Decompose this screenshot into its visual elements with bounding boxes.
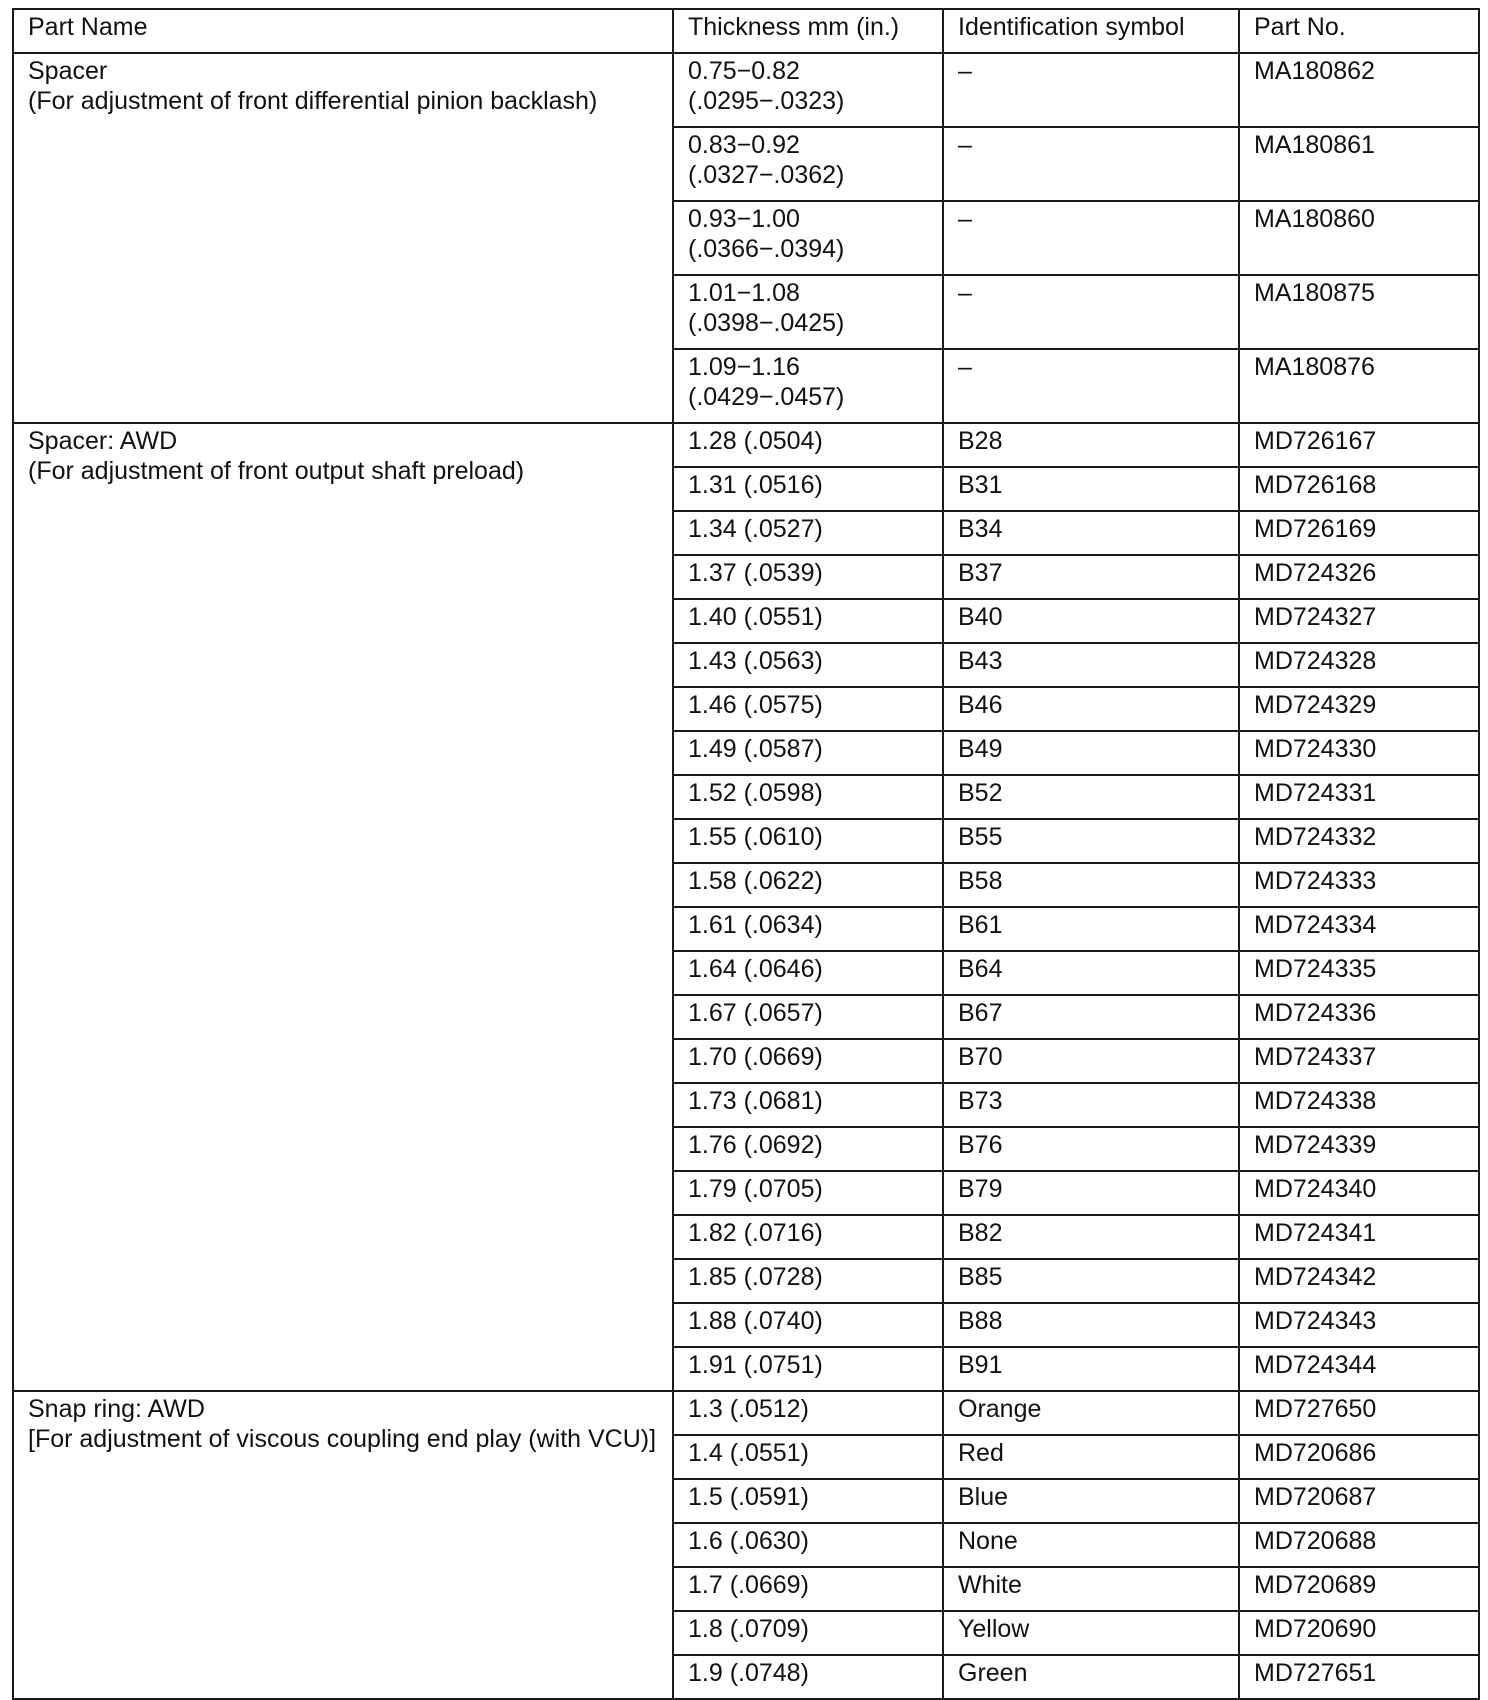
identification-symbol-cell: – bbox=[943, 53, 1239, 127]
thickness-value: 1.46 (.0575) bbox=[688, 691, 823, 719]
part-number-cell: MD724338 bbox=[1239, 1083, 1479, 1127]
identification-symbol-cell: Red bbox=[943, 1435, 1239, 1479]
part-number-cell: MD724344 bbox=[1239, 1347, 1479, 1391]
header-thickness: Thickness mm (in.) bbox=[673, 9, 943, 53]
thickness-cell bbox=[673, 995, 943, 1039]
part-number-cell: MD720690 bbox=[1239, 1611, 1479, 1655]
thickness-value: 1.4 (.0551) bbox=[688, 1439, 809, 1467]
part-number-cell: MD724336 bbox=[1239, 995, 1479, 1039]
thickness-value: 1.31 (.0516) bbox=[688, 471, 823, 499]
identification-symbol-cell: B58 bbox=[943, 863, 1239, 907]
thickness-value: 1.58 (.0622) bbox=[688, 867, 823, 895]
part-number-cell: MD724328 bbox=[1239, 643, 1479, 687]
part-number-cell: MD724339 bbox=[1239, 1127, 1479, 1171]
part-number-cell: MD720689 bbox=[1239, 1567, 1479, 1611]
identification-symbol-cell: B37 bbox=[943, 555, 1239, 599]
thickness-value: 1.61 (.0634) bbox=[688, 911, 823, 939]
identification-symbol-cell: None bbox=[943, 1523, 1239, 1567]
identification-symbol-cell: – bbox=[943, 201, 1239, 275]
identification-symbol-cell: B88 bbox=[943, 1303, 1239, 1347]
part-number-cell: MD726167 bbox=[1239, 423, 1479, 467]
part-number-cell: MD724343 bbox=[1239, 1303, 1479, 1347]
thickness-inches: (.0295−.0323) bbox=[688, 87, 845, 115]
thickness-value: 1.49 (.0587) bbox=[688, 735, 823, 763]
part-number-cell: MD724337 bbox=[1239, 1039, 1479, 1083]
thickness-value: 1.3 (.0512) bbox=[688, 1395, 809, 1423]
part-number-cell: MD724333 bbox=[1239, 863, 1479, 907]
thickness-cell bbox=[673, 467, 943, 511]
thickness-cell bbox=[673, 555, 943, 599]
header-part-no: Part No. bbox=[1239, 9, 1479, 53]
identification-symbol-cell: B31 bbox=[943, 467, 1239, 511]
part-number-cell: MD724340 bbox=[1239, 1171, 1479, 1215]
part-name: Spacer bbox=[28, 57, 108, 85]
part-number-cell: MD726169 bbox=[1239, 511, 1479, 555]
thickness-cell bbox=[673, 1171, 943, 1215]
part-number-cell: MA180860 bbox=[1239, 201, 1479, 275]
thickness-cell bbox=[673, 1127, 943, 1171]
identification-symbol-cell: B67 bbox=[943, 995, 1239, 1039]
identification-symbol-cell: B70 bbox=[943, 1039, 1239, 1083]
part-number-cell: MD720686 bbox=[1239, 1435, 1479, 1479]
part-number-cell: MD724341 bbox=[1239, 1215, 1479, 1259]
thickness-value: 1.79 (.0705) bbox=[688, 1175, 823, 1203]
thickness-cell bbox=[673, 1347, 943, 1391]
thickness-value: 1.85 (.0728) bbox=[688, 1263, 823, 1291]
identification-symbol-cell: B40 bbox=[943, 599, 1239, 643]
thickness-cell bbox=[673, 599, 943, 643]
identification-symbol-cell: – bbox=[943, 349, 1239, 423]
part-number-cell: MD724332 bbox=[1239, 819, 1479, 863]
identification-symbol-cell: B28 bbox=[943, 423, 1239, 467]
thickness-value: 1.73 (.0681) bbox=[688, 1087, 823, 1115]
part-number-cell: MA180861 bbox=[1239, 127, 1479, 201]
thickness-cell bbox=[673, 1391, 943, 1435]
identification-symbol-cell: B52 bbox=[943, 775, 1239, 819]
identification-symbol-cell: B34 bbox=[943, 511, 1239, 555]
part-number-cell: MD720688 bbox=[1239, 1523, 1479, 1567]
header-part-name: Part Name bbox=[13, 9, 673, 53]
thickness-cell bbox=[673, 423, 943, 467]
thickness-cell bbox=[673, 1479, 943, 1523]
header-identification-symbol: Identification symbol bbox=[943, 9, 1239, 53]
thickness-value: 1.88 (.0740) bbox=[688, 1307, 823, 1335]
part-number-cell: MD724327 bbox=[1239, 599, 1479, 643]
identification-symbol-cell: B73 bbox=[943, 1083, 1239, 1127]
part-number-cell: MA180876 bbox=[1239, 349, 1479, 423]
part-purpose-note: (For adjustment of front output shaft preload) bbox=[28, 457, 525, 485]
table-row bbox=[13, 423, 1479, 467]
thickness-value: 1.43 (.0563) bbox=[688, 647, 823, 675]
thickness-cell bbox=[673, 643, 943, 687]
thickness-value: 1.64 (.0646) bbox=[688, 955, 823, 983]
thickness-value: 1.09−1.16 bbox=[688, 353, 800, 381]
thickness-cell bbox=[673, 731, 943, 775]
thickness-cell bbox=[673, 127, 943, 201]
part-number-cell: MD724335 bbox=[1239, 951, 1479, 995]
identification-symbol-cell: B79 bbox=[943, 1171, 1239, 1215]
identification-symbol-cell: Blue bbox=[943, 1479, 1239, 1523]
thickness-cell bbox=[673, 53, 943, 127]
thickness-cell bbox=[673, 1083, 943, 1127]
identification-symbol-cell: B46 bbox=[943, 687, 1239, 731]
thickness-cell bbox=[673, 511, 943, 555]
thickness-cell bbox=[673, 1259, 943, 1303]
identification-symbol-cell: B82 bbox=[943, 1215, 1239, 1259]
thickness-cell bbox=[673, 1567, 943, 1611]
thickness-value: 1.40 (.0551) bbox=[688, 603, 823, 631]
thickness-cell bbox=[673, 863, 943, 907]
part-number-cell: MA180862 bbox=[1239, 53, 1479, 127]
part-name-cell bbox=[13, 53, 673, 423]
identification-symbol-cell: B76 bbox=[943, 1127, 1239, 1171]
thickness-cell bbox=[673, 1303, 943, 1347]
part-number-cell: MA180875 bbox=[1239, 275, 1479, 349]
identification-symbol-cell: Orange bbox=[943, 1391, 1239, 1435]
thickness-value: 1.82 (.0716) bbox=[688, 1219, 823, 1247]
thickness-value: 1.28 (.0504) bbox=[688, 427, 823, 455]
thickness-cell bbox=[673, 1039, 943, 1083]
parts-table bbox=[12, 8, 1480, 1700]
identification-symbol-cell: B64 bbox=[943, 951, 1239, 995]
part-name: Snap ring: AWD bbox=[28, 1395, 205, 1423]
identification-symbol-cell: – bbox=[943, 275, 1239, 349]
part-number-cell: MD720687 bbox=[1239, 1479, 1479, 1523]
thickness-cell bbox=[673, 775, 943, 819]
thickness-value: 1.70 (.0669) bbox=[688, 1043, 823, 1071]
part-number-cell: MD727651 bbox=[1239, 1655, 1479, 1699]
part-number-cell: MD726168 bbox=[1239, 467, 1479, 511]
thickness-inches: (.0327−.0362) bbox=[688, 161, 845, 189]
part-number-cell: MD724329 bbox=[1239, 687, 1479, 731]
thickness-value: 1.8 (.0709) bbox=[688, 1615, 809, 1643]
part-number-cell: MD724334 bbox=[1239, 907, 1479, 951]
thickness-value: 1.5 (.0591) bbox=[688, 1483, 809, 1511]
thickness-cell bbox=[673, 1655, 943, 1699]
thickness-cell bbox=[673, 349, 943, 423]
thickness-inches: (.0429−.0457) bbox=[688, 383, 845, 411]
part-purpose-note: [For adjustment of viscous coupling end play (with VCU)] bbox=[28, 1425, 657, 1453]
part-purpose-note: (For adjustment of front differential pinion backlash) bbox=[28, 87, 598, 115]
thickness-inches: (.0366−.0394) bbox=[688, 235, 845, 263]
identification-symbol-cell: B43 bbox=[943, 643, 1239, 687]
thickness-value: 1.76 (.0692) bbox=[688, 1131, 823, 1159]
thickness-value: 1.52 (.0598) bbox=[688, 779, 823, 807]
thickness-value: 1.6 (.0630) bbox=[688, 1527, 809, 1555]
thickness-value: 1.7 (.0669) bbox=[688, 1571, 809, 1599]
table-body bbox=[13, 53, 1479, 1699]
part-number-cell: MD724326 bbox=[1239, 555, 1479, 599]
thickness-value: 1.9 (.0748) bbox=[688, 1659, 809, 1687]
header-row bbox=[13, 9, 1479, 53]
thickness-value: 1.01−1.08 bbox=[688, 279, 800, 307]
thickness-value: 0.93−1.00 bbox=[688, 205, 800, 233]
identification-symbol-cell: B55 bbox=[943, 819, 1239, 863]
thickness-cell bbox=[673, 1611, 943, 1655]
thickness-cell bbox=[673, 1435, 943, 1479]
table-row bbox=[13, 1391, 1479, 1435]
identification-symbol-cell: Green bbox=[943, 1655, 1239, 1699]
identification-symbol-cell: B85 bbox=[943, 1259, 1239, 1303]
identification-symbol-cell: White bbox=[943, 1567, 1239, 1611]
thickness-cell bbox=[673, 951, 943, 995]
identification-symbol-cell: B49 bbox=[943, 731, 1239, 775]
table-row bbox=[13, 53, 1479, 127]
thickness-cell bbox=[673, 201, 943, 275]
identification-symbol-cell: B91 bbox=[943, 1347, 1239, 1391]
thickness-value: 1.55 (.0610) bbox=[688, 823, 823, 851]
thickness-cell bbox=[673, 907, 943, 951]
thickness-cell bbox=[673, 1523, 943, 1567]
part-name: Spacer: AWD bbox=[28, 427, 178, 455]
thickness-value: 1.67 (.0657) bbox=[688, 999, 823, 1027]
part-number-cell: MD724342 bbox=[1239, 1259, 1479, 1303]
part-name-cell bbox=[13, 1391, 673, 1699]
thickness-value: 1.91 (.0751) bbox=[688, 1351, 823, 1379]
thickness-cell bbox=[673, 687, 943, 731]
thickness-cell bbox=[673, 819, 943, 863]
thickness-inches: (.0398−.0425) bbox=[688, 309, 845, 337]
thickness-cell bbox=[673, 275, 943, 349]
part-number-cell: MD724331 bbox=[1239, 775, 1479, 819]
thickness-value: 0.83−0.92 bbox=[688, 131, 800, 159]
part-number-cell: MD724330 bbox=[1239, 731, 1479, 775]
identification-symbol-cell: – bbox=[943, 127, 1239, 201]
identification-symbol-cell: Yellow bbox=[943, 1611, 1239, 1655]
part-number-cell: MD727650 bbox=[1239, 1391, 1479, 1435]
thickness-value: 1.34 (.0527) bbox=[688, 515, 823, 543]
thickness-cell bbox=[673, 1215, 943, 1259]
part-name-cell bbox=[13, 423, 673, 1391]
identification-symbol-cell: B61 bbox=[943, 907, 1239, 951]
thickness-value: 0.75−0.82 bbox=[688, 57, 800, 85]
thickness-value: 1.37 (.0539) bbox=[688, 559, 823, 587]
